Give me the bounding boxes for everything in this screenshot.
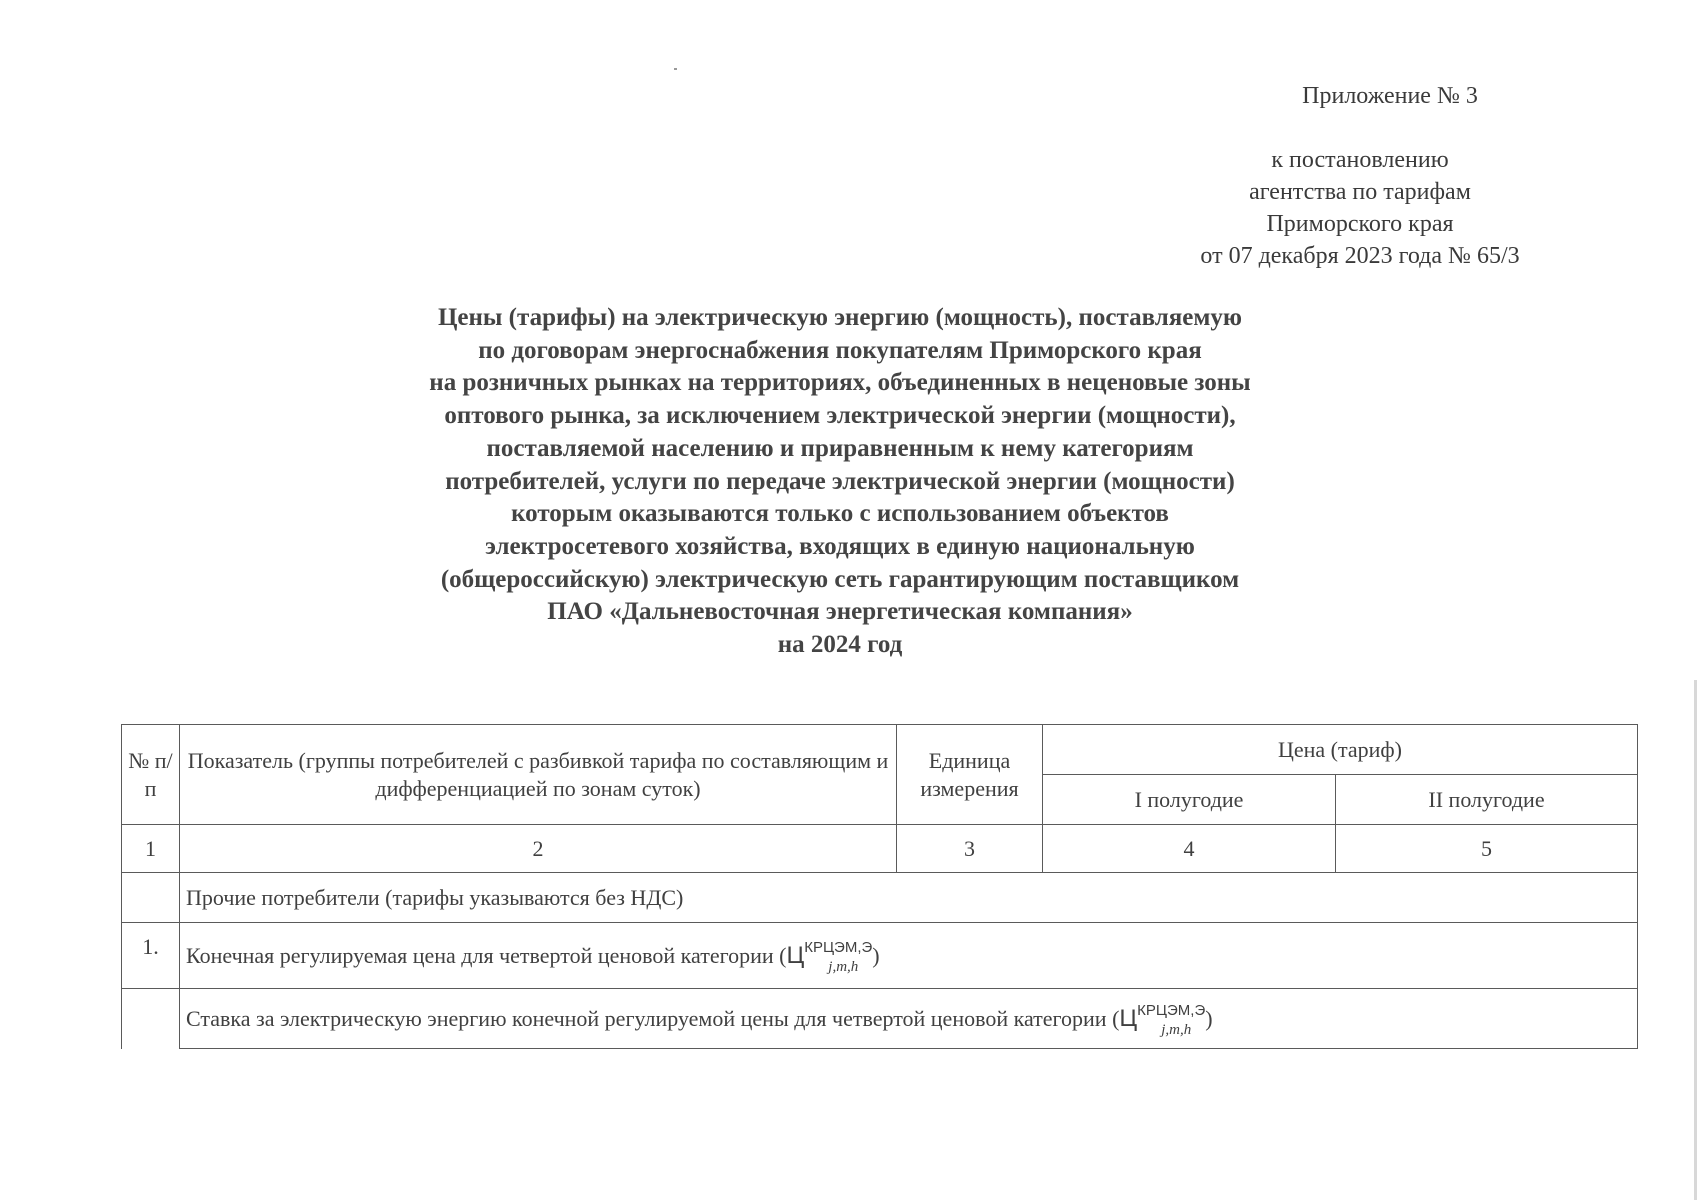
formula-close: ) <box>1205 1005 1213 1031</box>
title-line: по договорам энергоснабжения покупателям Приморского края <box>478 336 1202 364</box>
header-indicator: Показатель (группы потребителей с разбивкой тарифа по составляющим и дифференциацией по зонам суток) <box>180 725 897 825</box>
column-numbers-row <box>122 825 1638 873</box>
annex-reference-line: к постановлению <box>1271 147 1449 173</box>
title-line: Цены (тарифы) на электрическую энергию (мощность), поставляемую <box>437 304 1243 331</box>
col-number-5: 5 <box>1336 825 1638 873</box>
header-unit: Единица измерения <box>897 725 1043 825</box>
table-row <box>122 873 1638 923</box>
formula-letter: Ц <box>1119 1004 1138 1032</box>
col-number-2: 2 <box>180 825 897 873</box>
title-line: ПАО «Дальневосточная энергетическая компания» <box>547 598 1133 626</box>
tariff-table <box>121 724 1638 1049</box>
header-price: Цена (тариф) <box>1043 725 1638 775</box>
header-half1: I полугодие <box>1043 775 1336 825</box>
title-line: (общероссийскую) электрическую сеть гарантирующим поставщиком <box>440 565 1240 593</box>
header-half2: II полугодие <box>1336 775 1638 825</box>
annex-reference <box>1130 144 1590 272</box>
title-line: поставляемой населению и приравненным к нему категориям <box>486 434 1194 462</box>
row-number: 1. <box>122 923 180 989</box>
formula-superscript: КРЦЭМ,Э <box>1137 1001 1206 1019</box>
title-line: которым оказываются только с использованием объектов <box>511 500 1169 528</box>
annex-number: Приложение № 3 <box>1302 83 1478 109</box>
price-formula: $Ц^{КРЦЭМ,Э}_{j,m,h}$ ) <box>1119 1001 1213 1038</box>
header-num: № п/п <box>122 725 180 825</box>
table-header-row <box>122 725 1638 775</box>
annex-reference-line: Приморского края <box>1266 211 1454 237</box>
document-title <box>335 302 1345 662</box>
scan-artifact-dot <box>674 68 677 70</box>
row-indicator-text: Ставка за электрическую энергию конечной регулируемой цены для четвертой ценовой категории ( <box>186 1005 1120 1031</box>
group-num-cell <box>122 873 180 923</box>
title-line: электросетевого хозяйства, входящих в единую национальную <box>485 532 1195 560</box>
col-number-1: 1 <box>122 825 180 873</box>
group-label: Прочие потребители (тарифы указываются без НДС) <box>180 873 1638 923</box>
title-line: на 2024 год <box>777 631 903 659</box>
row-number-empty <box>122 989 180 1049</box>
table-row <box>122 989 1638 1049</box>
row-indicator-text: Конечная регулируемая цена для четвертой ценовой категории ( <box>186 942 787 968</box>
title-line: на розничных рынках на территориях, объединенных в неценовые зоны <box>429 369 1251 397</box>
formula-close: ) <box>872 942 880 968</box>
formula-superscript: КРЦЭМ,Э <box>804 938 873 956</box>
annex-reference-line: от 07 декабря 2023 года № 65/3 <box>1200 243 1520 269</box>
price-formula: $Ц^{КРЦЭМ,Э}_{j,m,h}$ ) <box>786 938 880 975</box>
row-indicator <box>180 989 1638 1049</box>
table-row <box>122 923 1638 989</box>
title-line: оптового рынка, за исключением электрической энергии (мощности), <box>444 402 1236 430</box>
row-indicator <box>180 923 1638 989</box>
formula-letter: Ц <box>786 941 805 969</box>
annex-reference-line: агентства по тарифам <box>1249 179 1471 205</box>
title-line: потребителей, услуги по передаче электрической энергии (мощности) <box>445 467 1235 495</box>
col-number-4: 4 <box>1043 825 1336 873</box>
col-number-3: 3 <box>897 825 1043 873</box>
